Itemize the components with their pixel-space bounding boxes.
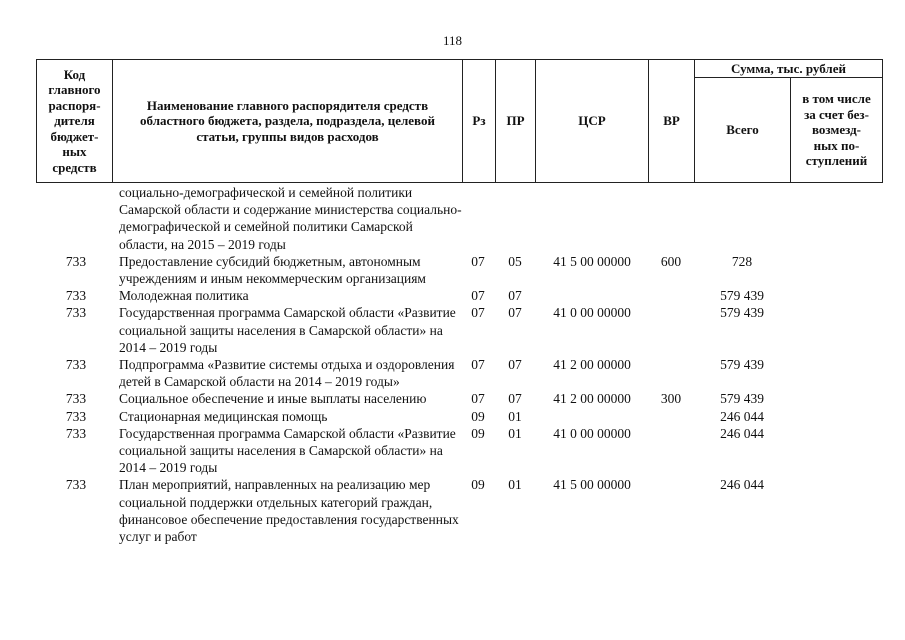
table-row: [0, 425, 905, 477]
row-pr: 01: [508, 408, 522, 424]
row-name: Предоставление субсидий бюджетным, автономным учреждениям и иным некоммерческим организациям: [119, 253, 426, 287]
row-vr: 300: [660, 391, 682, 407]
row-pr: 07: [508, 357, 522, 373]
row-total: 728: [731, 253, 753, 269]
row-rz: 07: [471, 253, 485, 269]
header-name: Наименование главного распорядителя средств областного бюджета, раздела, подраздела, целевой статьи, группы видов расходов: [140, 97, 435, 144]
header-vr: ВР: [663, 113, 680, 129]
row-code: 733: [65, 288, 87, 304]
row-total: 579 439: [720, 288, 764, 304]
row-csr: 41 5 00 00000: [553, 253, 631, 269]
row-rz: 07: [471, 391, 485, 407]
row-name: Государственная программа Самарской области «Развитие социальной защиты населения в Самарской области» на 2014 – 2019 годы: [119, 305, 456, 355]
row-pr: 07: [508, 288, 522, 304]
row-code: 733: [65, 357, 87, 373]
row-csr: 41 5 00 00000: [553, 477, 631, 493]
row-csr: 41 0 00 00000: [553, 425, 631, 441]
header-total: Всего: [726, 122, 759, 138]
header-free: в том числе за счет без- возмезд- ных по- ступлений: [802, 91, 871, 169]
table-body: [0, 184, 905, 545]
row-name: социально-демографической и семейной политики Самарской области и содержание министерства социально-демографической и семейной политики Самарской области, на 2015 – 2019 годы: [119, 185, 462, 252]
row-code: 733: [65, 425, 87, 441]
table-row: [0, 408, 905, 425]
row-rz: 07: [471, 288, 485, 304]
table-row: [0, 253, 905, 287]
row-name: Подпрограмма «Развитие системы отдыха и оздоровления детей в Самарской области на 2014 – 2019 годы»: [119, 357, 455, 390]
header-sum: Сумма, тыс. рублей: [731, 60, 846, 76]
row-pr: 01: [508, 425, 522, 441]
row-csr: 41 0 00 00000: [553, 305, 631, 321]
table-row: [0, 390, 905, 407]
row-pr: 07: [508, 391, 522, 407]
row-code: 733: [65, 253, 87, 269]
row-total: 246 044: [720, 477, 764, 493]
table-row: [0, 184, 905, 253]
row-rz: 09: [471, 425, 485, 441]
row-csr: 41 2 00 00000: [553, 357, 631, 373]
row-name: Молодежная политика: [119, 288, 249, 304]
row-pr: 07: [508, 305, 522, 321]
table-row: [0, 356, 905, 390]
row-rz: 09: [471, 408, 485, 424]
row-csr: 41 2 00 00000: [553, 391, 631, 407]
header-pr: ПР: [506, 113, 525, 129]
row-rz: 07: [471, 305, 485, 321]
table-row: [0, 304, 905, 356]
row-total: 579 439: [720, 305, 764, 321]
header-rz: Рз: [472, 113, 486, 129]
row-total: 579 439: [720, 357, 764, 373]
header-csr: ЦСР: [578, 113, 606, 129]
table-row: [0, 476, 905, 545]
row-code: 733: [65, 391, 87, 407]
header-code: Код главного распоря- дителя бюджет- ных средств: [48, 66, 101, 175]
row-name: Социальное обеспечение и иные выплаты населению: [119, 391, 427, 407]
row-name: Стационарная медицинская помощь: [119, 408, 328, 424]
row-code: 733: [65, 305, 87, 321]
row-pr: 05: [508, 253, 522, 269]
row-total: 246 044: [720, 408, 764, 424]
row-pr: 01: [508, 477, 522, 493]
row-code: 733: [65, 477, 87, 493]
row-rz: 07: [471, 357, 485, 373]
row-name: Государственная программа Самарской области «Развитие социальной защиты населения в Самарской области» на 2014 – 2019 годы: [119, 425, 456, 476]
table-row: [0, 287, 905, 304]
row-total: 579 439: [720, 391, 764, 407]
row-name: План мероприятий, направленных на реализацию мер социальной поддержки отдельных категорий граждан, финансовое обеспечение предоставления государственных услуг и работ: [119, 477, 459, 545]
row-rz: 09: [471, 477, 485, 493]
row-total: 246 044: [720, 425, 764, 441]
row-code: 733: [65, 408, 87, 424]
page-number: 118: [442, 33, 463, 48]
row-vr: 600: [660, 253, 682, 269]
